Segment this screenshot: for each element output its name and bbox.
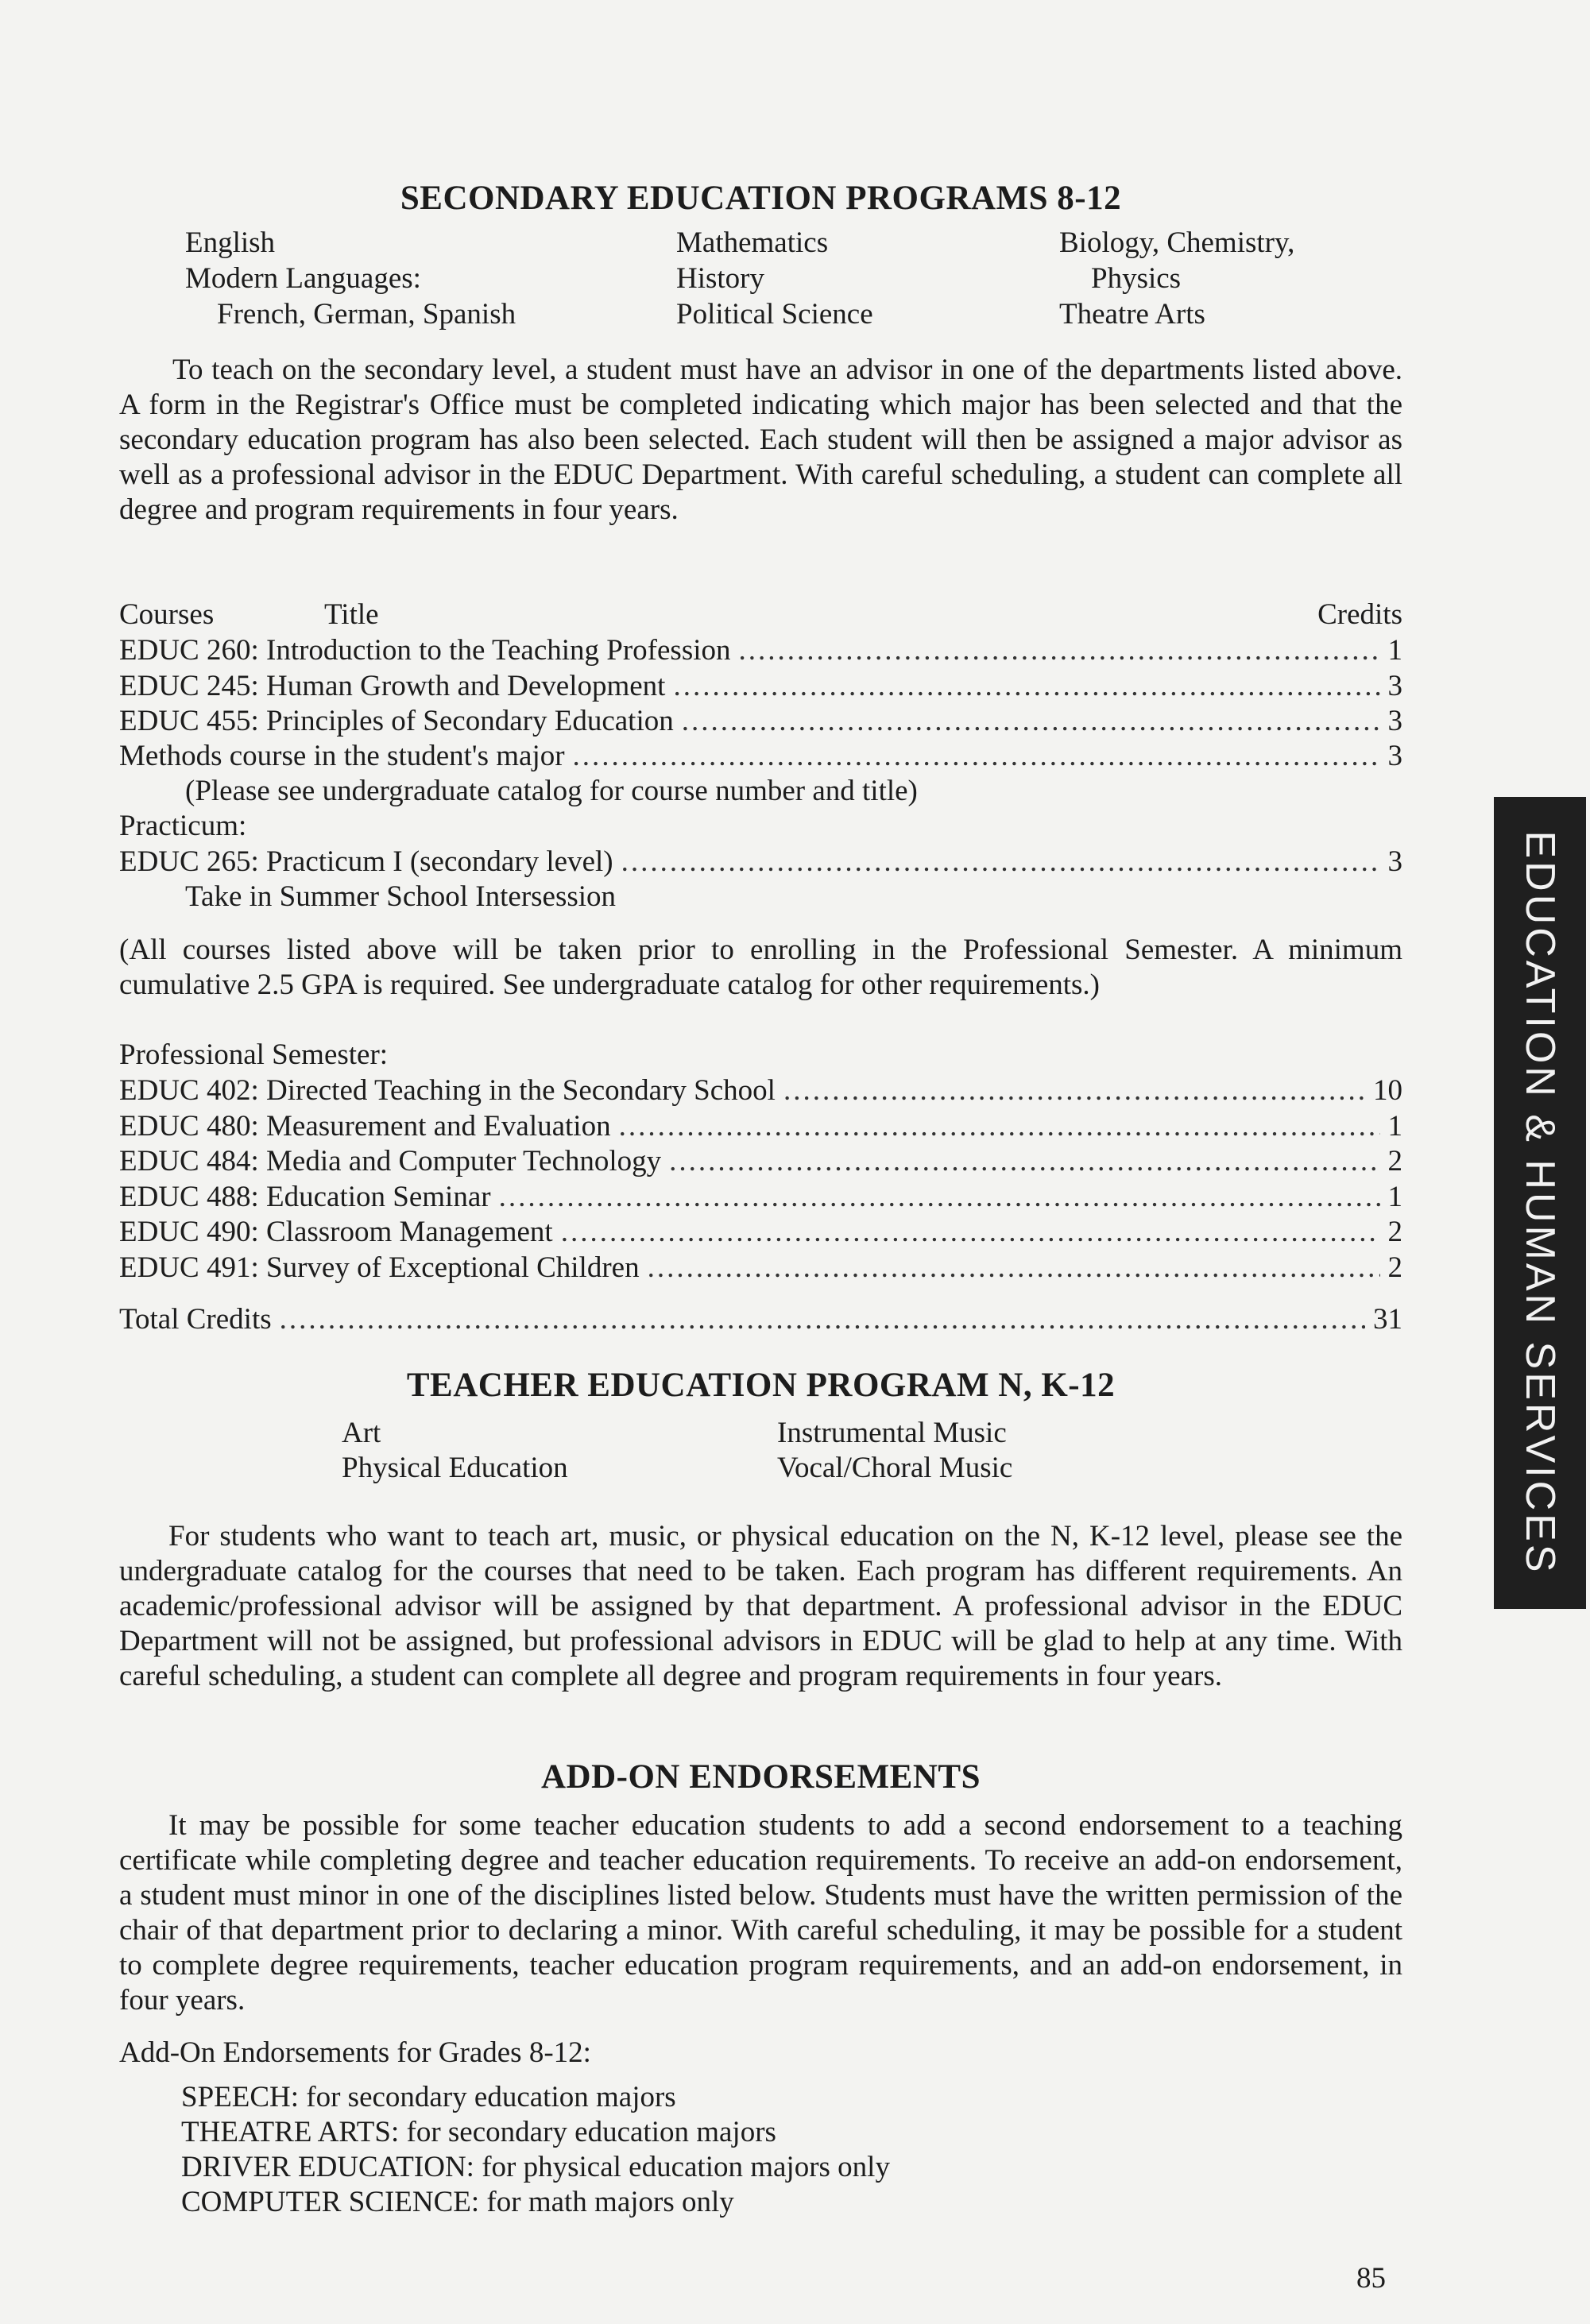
program-instrumental-music: Instrumental Music [777,1417,1007,1449]
addon-title: ADD-ON ENDORSEMENTS [540,1758,981,1796]
program-vocal-choral-music: Vocal/Choral Music [777,1452,1013,1484]
total-credits-row: Total Credits ..... 31 [119,1302,1402,1337]
section-side-tab [1494,797,1586,1609]
secondary-title: SECONDARY EDUCATION PROGRAMS 8-12 [400,180,1122,217]
subject-history: History [676,262,764,295]
side-tab-label: EDUCATION & HUMAN SERVICES [1517,830,1563,1576]
header-title: Title [324,598,379,631]
prof-course-row: EDUC 488: Education Seminar ..... 1 [119,1180,1402,1215]
professional-semester-label: Professional Semester: [119,1038,389,1071]
header-credits: Credits [1317,598,1402,631]
page-number: 85 [1356,2262,1386,2295]
prof-course-row: EDUC 491: Survey of Exceptional Children ..... 2 [119,1251,1402,1286]
prior-note: (All courses listed above will be taken prior to enrolling in the Professional Semester. A minimum cumulative 2.5 GPA is required. See undergraduate catalog for other requirements.) [119,934,1402,1001]
subject-physics: Physics [1091,262,1182,295]
prof-course-row: EDUC 490: Classroom Management ..... 2 [119,1215,1402,1250]
prof-course-row: EDUC 402: Directed Teaching in the Secondary School ..... 10 [119,1073,1402,1108]
header-courses: Courses [119,598,215,631]
list-item: SPEECH: for secondary education majors [181,2081,676,2113]
practicum-row: EDUC 265: Practicum I (secondary level) ..... 3 [119,845,1402,880]
subject-modern-languages: Modern Languages: [185,262,421,295]
secondary-intro: To teach on the secondary level, a student must have an advisor in one of the departments listed above. A form in the Registrar's Office must be completed indicating which major has been selected and that the secondary education program has also been selected. Each student will then be assigned a major advisor as well as a professional advisor in the EDUC Department. With careful scheduling, a student can complete all degree and program requirements in four years. [119,354,1402,526]
course-row: EDUC 455: Principles of Secondary Education ..... 3 [119,704,1402,739]
teacher-paragraph: For students who want to teach art, music, or physical education on the N, K-12 level, please see the undergraduate catalog for the courses that need to be taken. Each program has different requirements. An academic/professional advisor will be assigned by that department. A professional advisor in the EDUC Department will not be assigned, but professional advisors in EDUC will be glad to help at any time. With careful scheduling, a student can complete all degree and program requirements in four years. [119,1520,1402,1692]
subject-mathematics: Mathematics [676,226,829,259]
prof-course-row: EDUC 484: Media and Computer Technology ..... 2 [119,1144,1402,1179]
subject-biology-chemistry: Biology, Chemistry, [1059,226,1295,259]
prof-course-row: EDUC 480: Measurement and Evaluation ..... 1 [119,1109,1402,1144]
addon-paragraph: It may be possible for some teacher education students to add a second endorsement to a teaching certificate while completing degree and teacher education requirements. To receive an add-on endorsement, a student must minor in one of the disciplines listed below. Students must have the written permission of the chair of that department prior to declaring a minor. With careful scheduling, it may be possible for a student to complete degree requirements, teacher education program requirements, and an add-on endorsement, in four years. [119,1809,1402,2017]
subject-theatre-arts: Theatre Arts [1059,298,1205,331]
methods-note: (Please see undergraduate catalog for course number and title) [185,775,918,807]
program-art: Art [342,1417,381,1449]
addon-list-label: Add-On Endorsements for Grades 8-12: [119,2036,591,2069]
practicum-note: Take in Summer School Intersession [185,880,617,913]
practicum-label: Practicum: [119,810,247,842]
list-item: COMPUTER SCIENCE: for math majors only [181,2186,734,2218]
course-row: Methods course in the student's major ..... 3 [119,739,1402,774]
course-row: EDUC 245: Human Growth and Development ..... 3 [119,669,1402,704]
course-row: EDUC 260: Introduction to the Teaching Profession ..... 1 [119,633,1402,668]
list-item: THEATRE ARTS: for secondary education majors [181,2116,776,2148]
subject-english: English [185,226,276,259]
subject-political-science: Political Science [676,298,873,331]
list-item: DRIVER EDUCATION: for physical education majors only [181,2151,890,2183]
teacher-title: TEACHER EDUCATION PROGRAM N, K-12 [406,1367,1116,1404]
subject-languages-list: French, German, Spanish [217,298,516,331]
program-physical-education: Physical Education [342,1452,568,1484]
